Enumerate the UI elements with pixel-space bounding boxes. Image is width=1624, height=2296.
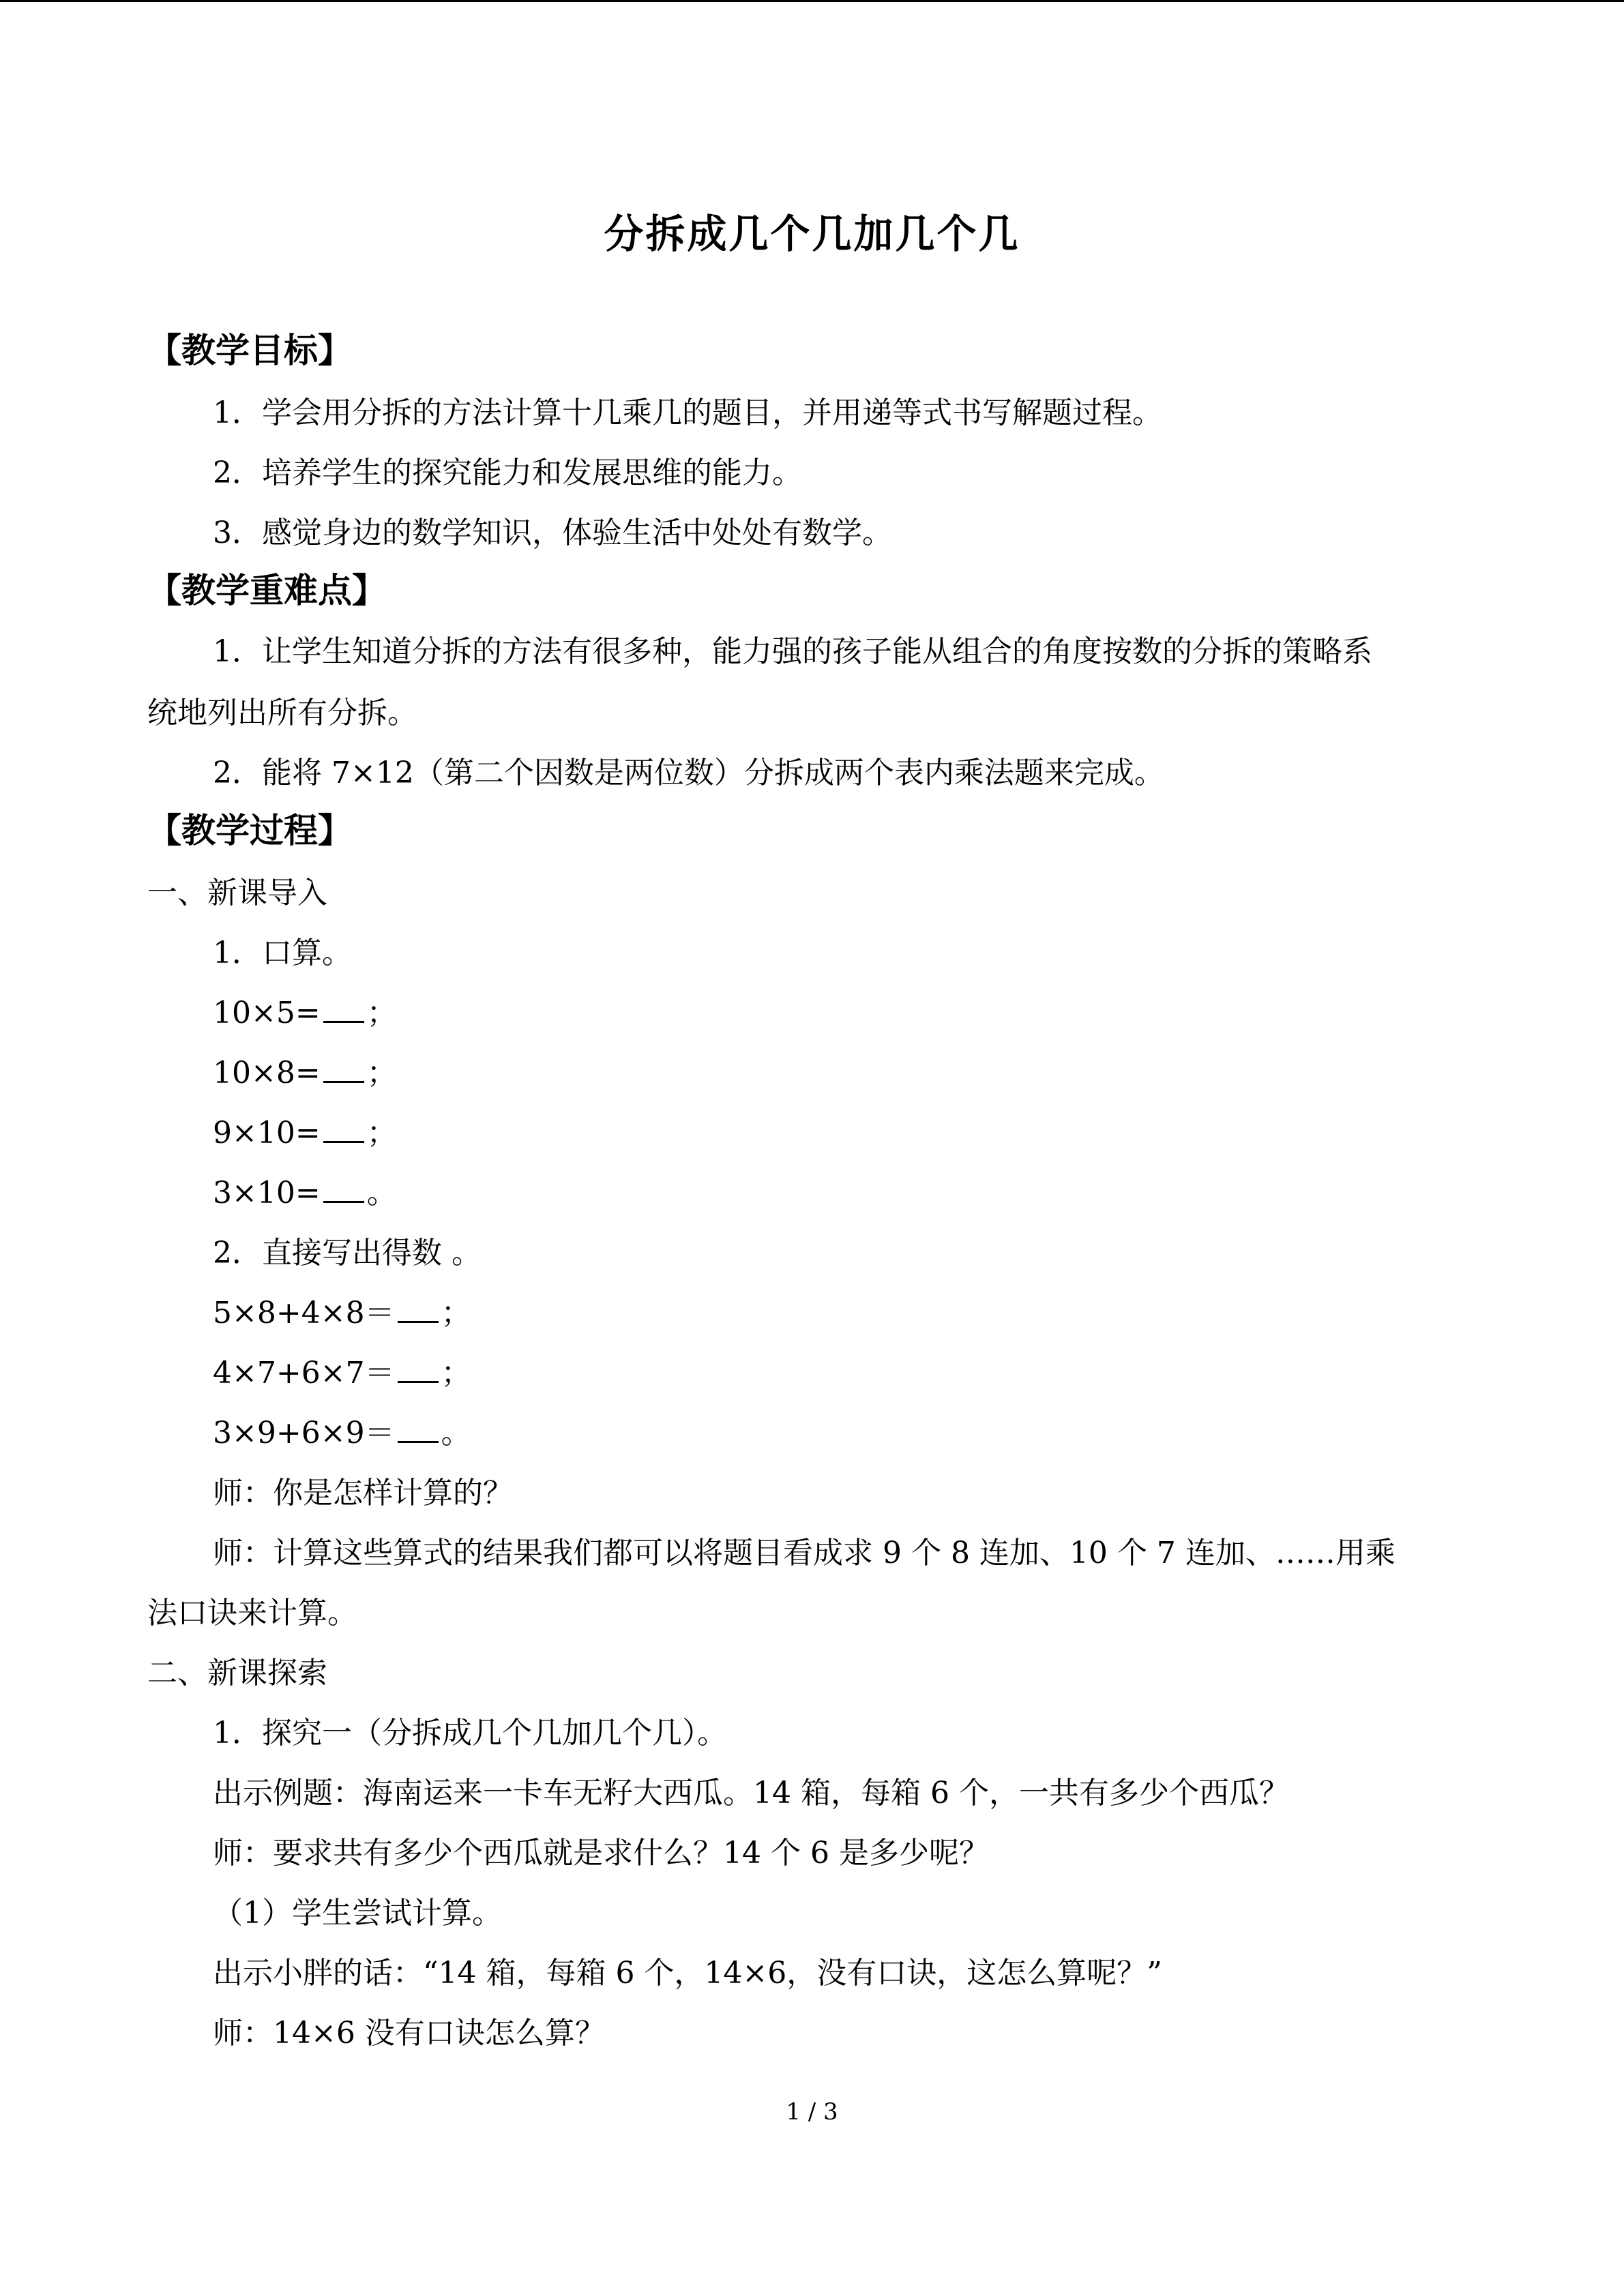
key-point-item-cont: 统地列出所有分拆。 <box>147 696 417 730</box>
objectives-heading: 【教学目标】 <box>147 331 352 370</box>
xiaopang-quote: 出示小胖的话：“14 箱，每箱 6 个，14×6，没有口诀，这怎么算呢？” <box>213 1956 1162 1991</box>
answer-blank <box>398 1356 439 1383</box>
objective-item: 2．培养学生的探究能力和发展思维的能力。 <box>213 456 802 490</box>
answer-blank <box>323 996 364 1023</box>
answer-blank <box>323 1176 364 1203</box>
answer-blank <box>398 1296 439 1323</box>
top-border <box>0 0 1624 2</box>
oral-calc-item: 10×8= ； <box>213 1056 397 1090</box>
page-number: 1 / 3 <box>786 2098 838 2126</box>
answer-blank <box>323 1116 364 1143</box>
teacher-explanation-cont: 法口诀来计算。 <box>147 1596 357 1630</box>
teacher-question: 师：要求共有多少个西瓜就是求什么？14 个 6 是多少呢？ <box>213 1836 989 1870</box>
oral-calc-item: 3×10= 。 <box>213 1176 397 1210</box>
process-heading: 【教学过程】 <box>147 811 352 850</box>
key-points-heading: 【教学重难点】 <box>147 571 386 610</box>
objective-item: 1．学会用分拆的方法计算十几乘几的题目，并用递等式书写解题过程。 <box>213 396 1162 430</box>
oral-calc-label: 1．口算。 <box>213 936 352 970</box>
example-problem: 出示例题：海南运来一卡车无籽大西瓜。14 箱，每箱 6 个，一共有多少个西瓜？ <box>213 1776 1289 1810</box>
teacher-question: 师：你是怎样计算的？ <box>213 1476 513 1510</box>
direct-calc-item: 4×7+6×7＝ ； <box>213 1356 471 1390</box>
page-title: 分拆成几个几加几个几 <box>604 211 1020 257</box>
key-point-item: 1．让学生知道分拆的方法有很多种，能力强的孩子能从组合的角度按数的分拆的策略系 <box>213 634 1372 669</box>
direct-calc-label: 2．直接写出得数 。 <box>213 1236 482 1270</box>
direct-calc-item: 3×9+6×9＝ 。 <box>213 1416 471 1450</box>
answer-blank <box>323 1056 364 1083</box>
section-intro-heading: 一、新课导入 <box>147 876 327 910</box>
direct-calc-item: 5×8+4×8＝ ； <box>213 1296 471 1330</box>
explore-item: 1．探究一（分拆成几个几加几个几）。 <box>213 1716 727 1750</box>
key-point-item: 2．能将 7×12（第二个因数是两位数）分拆成两个表内乘法题来完成。 <box>213 756 1164 790</box>
oral-calc-item: 9×10= ； <box>213 1116 397 1150</box>
teacher-question: 师：14×6 没有口诀怎么算？ <box>213 2016 605 2051</box>
student-try: （1）学生尝试计算。 <box>213 1896 502 1930</box>
teacher-explanation: 师：计算这些算式的结果我们都可以将题目看成求 9 个 8 连加、10 个 7 连加、……用乘 <box>213 1536 1396 1570</box>
oral-calc-item: 10×5= ； <box>213 996 397 1030</box>
section-explore-heading: 二、新课探索 <box>147 1656 327 1690</box>
objective-item: 3．感觉身边的数学知识，体验生活中处处有数学。 <box>213 516 892 550</box>
answer-blank <box>398 1416 439 1443</box>
